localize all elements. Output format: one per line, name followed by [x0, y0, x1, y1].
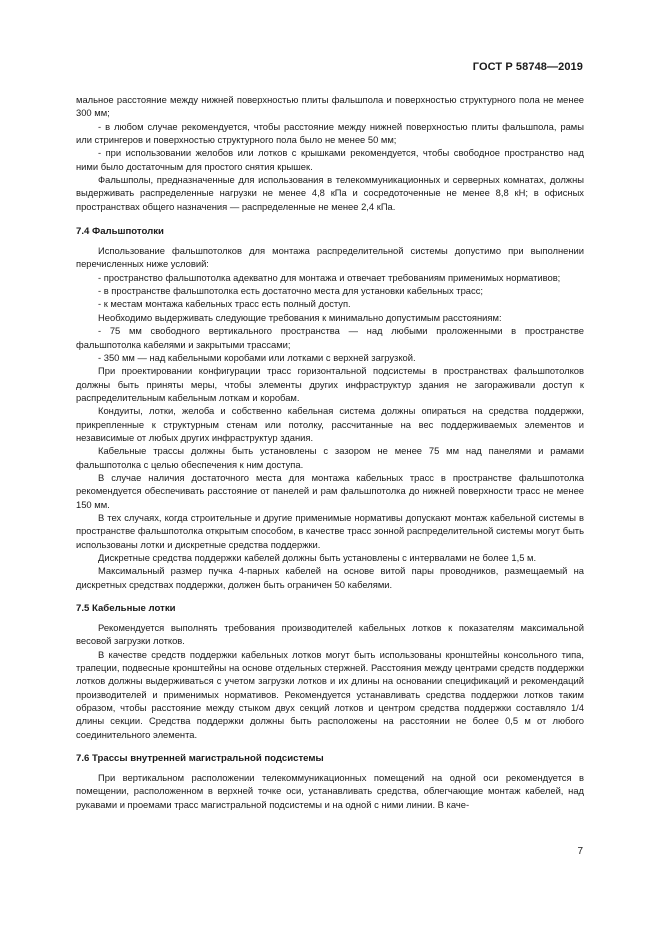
section-heading: 7.4 Фальшпотолки	[76, 226, 164, 238]
section-heading: 7.5 Кабельные лотки	[76, 603, 176, 615]
document-body	[76, 93, 584, 811]
body-paragraph: Использование фальшпотолков для монтажа распределительной системы допустимо при выполнении перечисленных ниже условий:	[76, 245, 584, 270]
document-header: ГОСТ Р 58748—2019	[472, 61, 583, 73]
body-paragraph: Кабельные трассы должны быть установлены с зазором не менее 75 мм над панелями и рамами фальшпотолка с целью обеспечения к ним доступа.	[76, 445, 584, 470]
body-paragraph: В случае наличия достаточного места для монтажа кабельных трасс в пространстве фальшпотолка рекомендуется обеспечивать расстояние от панелей и рам фальшпотолка до нижней поверхности трасс не менее 150 мм.	[76, 471, 584, 510]
body-paragraph: Рекомендуется выполнять требования производителей кабельных лотков к показателям максимальной весовой загрузки лотков.	[76, 622, 584, 647]
body-paragraph: - к местам монтажа кабельных трасс есть полный доступ.	[98, 298, 351, 310]
body-paragraph: - в пространстве фальшпотолка есть достаточно места для установки кабельных трасс;	[98, 285, 483, 297]
body-paragraph: - в любом случае рекомендуется, чтобы расстояние между нижней поверхностью плиты фальшпола, рамы или стрингеров и поверхностью структурного пола было не менее 50 мм;	[76, 120, 584, 146]
body-paragraph: - 350 мм — над кабельными коробами или лотками с верхней загрузкой.	[98, 351, 416, 363]
section-heading: 7.6 Трассы внутренней магистральной подсистемы	[76, 753, 324, 765]
body-paragraph: Максимальный размер пучка 4-парных кабелей на основе витой пары проводников, размещаемый на дискретных средствах поддержки, должен быть ограничен 50 кабелями.	[76, 565, 584, 590]
body-paragraph: Фальшполы, предназначенные для использования в телекоммуникационных и серверных комнатах, должны выдерживать распределенные нагрузки не менее 4,8 кПа и сосредоточенные не менее 8,8 кН; в офисных пространствах общего назначения — распределенные не менее 2,4 кПа.	[76, 174, 584, 212]
body-paragraph: При проектировании конфигурации трасс горизонтальной подсистемы в пространствах фальшпотолков должны быть приняты меры, чтобы элементы других инфраструктур здания не загораживали доступ к распределительным кабельным лоткам и коробам.	[76, 365, 584, 403]
body-paragraph: В тех случаях, когда строительные и другие применимые нормативы допускают монтаж кабельной системы в пространстве фальшпотолка открытым способом, в качестве трасс зонной распределительной системы могут быть использованы лотки и дискретные средства поддержки.	[76, 511, 584, 550]
body-paragraph: Кондуиты, лотки, желоба и собственно кабельная система должны опираться на средства поддержки, прикрепленные к структурным стенам или потолку, рассчитанные на вес поддерживаемых элементов и независимые от любых других инфраструктур здания.	[76, 405, 584, 443]
body-paragraph: - 75 мм свободного вертикального пространства — над любыми проложенными в пространстве фальшпотолка кабелями и закрытыми трассами;	[76, 325, 584, 350]
page-number: 7	[577, 846, 583, 857]
body-paragraph: При вертикальном расположении телекоммуникационных помещений на одной оси рекомендуется в помещении, расположенном в верхней точке оси, устанавливать средства, облегчающие монтаж кабелей, над рукавами и проемами трасс магистральной подсистемы и на одной с ними линии. В каче-	[76, 772, 584, 810]
body-paragraph: мальное расстояние между нижней поверхностью плиты фальшпола и поверхностью структурного пола не менее 300 мм;	[76, 94, 584, 119]
body-paragraph: Дискретные средства поддержки кабелей должны быть установлены с интервалами не более 1,5 м.	[98, 552, 537, 563]
body-paragraph: В качестве средств поддержки кабельных лотков могут быть использованы кронштейны консольного типа, трапеции, подвесные кронштейны на основе отдельных стержней. Расстояния между центрами средств поддержки лотков должны выдерживаться с учетом загрузки лотков и их длины на основании спецификаций и рекомендаций производителей и применимых нормативов. Рекомендуется устанавливать средства поддержки лотков таким образом, чтобы расстояние между стыком двух секций лотков и центром средства поддержки составляло 1/4 длины секции. Средства поддержки должны быть расположены на расстоянии не более 0,5 м от любого соединительного элемента.	[76, 648, 584, 740]
body-paragraph: Необходимо выдерживать следующие требования к минимально допустимым расстояниям:	[98, 311, 502, 323]
body-paragraph: - при использовании желобов или лотков с крышками рекомендуется, чтобы свободное пространство над ними было достаточным для простого снятия крышек.	[76, 147, 584, 172]
body-paragraph: - пространство фальшпотолка адекватно для монтажа и отвечает требованиям применимых нормативов;	[98, 271, 561, 283]
